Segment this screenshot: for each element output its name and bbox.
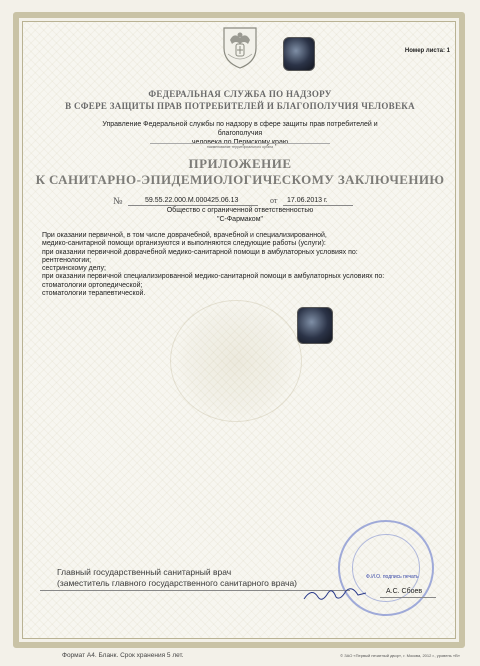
divider bbox=[380, 597, 436, 598]
divider bbox=[128, 205, 258, 206]
handwritten-signature-icon bbox=[300, 585, 370, 605]
date-label: от bbox=[270, 196, 278, 205]
body-line: при оказании первичной специализированной медико-санитарной помощи в амбулаторных условиях по: bbox=[42, 273, 385, 281]
body-line: сестринскому делу; bbox=[42, 265, 106, 273]
watermark-emblem bbox=[170, 300, 302, 422]
body-line: стоматологии ортопедической; bbox=[42, 281, 143, 289]
body-line: стоматологии терапевтической. bbox=[42, 290, 146, 298]
document-body bbox=[42, 232, 442, 298]
number-label: № bbox=[113, 196, 123, 207]
body-line: медико-санитарной помощи организуются и выполняются следующие работы (услуги): bbox=[42, 240, 326, 248]
body-line: При оказании первичной, в том числе доврачебной, врачебной и специализированной, bbox=[42, 232, 327, 239]
document-date: 17.06.2013 г. bbox=[287, 197, 328, 204]
divider bbox=[283, 205, 353, 206]
agency-name-line1: ФЕДЕРАЛЬНАЯ СЛУЖБА ПО НАДЗОРУ bbox=[148, 89, 332, 99]
signatory-title-line2: (заместитель главного государственного санитарного врача) bbox=[57, 578, 297, 588]
department-hint: наименование территориального органа bbox=[206, 145, 274, 149]
signatory-title-line1: Главный государственный санитарный врач bbox=[57, 567, 232, 577]
sheet-number: Номер листа: 1 bbox=[404, 48, 450, 54]
agency-name-line2: В СФЕРЕ ЗАЩИТЫ ПРАВ ПОТРЕБИТЕЛЕЙ И БЛАГОПОЛУЧИЯ ЧЕЛОВЕКА bbox=[65, 101, 415, 111]
department-line2: человека по Пермскому краю bbox=[191, 139, 289, 146]
document-title-line2: К САНИТАРНО-ЭПИДЕМИОЛОГИЧЕСКОМУ ЗАКЛЮЧЕНИЮ bbox=[35, 172, 445, 187]
department-line1: Управление Федеральной службы по надзору в сфере защиты прав потребителей и благополучия bbox=[102, 121, 378, 137]
organization-line2: "С-Фармаком" bbox=[216, 216, 264, 223]
organization-line1: Общество с ограниченной ответственностью bbox=[166, 207, 314, 214]
hologram-sticker-icon bbox=[283, 37, 315, 71]
body-line: рентгенологии; bbox=[42, 256, 92, 264]
hologram-sticker-icon bbox=[297, 307, 333, 344]
document-number: 59.55.22.000.М.000425.06.13 bbox=[145, 197, 239, 204]
stamp-caption: Ф.И.О. подпись печать bbox=[366, 574, 419, 580]
russian-eagle-emblem-icon bbox=[216, 22, 264, 70]
printer-note: © ЗАО «Первый печатный двор», г. Москва, 2012 г., уровень «В» bbox=[340, 653, 460, 658]
document-title-line1: ПРИЛОЖЕНИЕ bbox=[188, 156, 292, 171]
signer-name: А.С. Сбоев bbox=[386, 588, 423, 595]
divider bbox=[150, 143, 330, 144]
body-line: при оказании первичной доврачебной медико-санитарной помощи в амбулаторных условиях по: bbox=[42, 248, 358, 256]
form-note: Формат А4. Бланк. Срок хранения 5 лет. bbox=[62, 652, 184, 659]
